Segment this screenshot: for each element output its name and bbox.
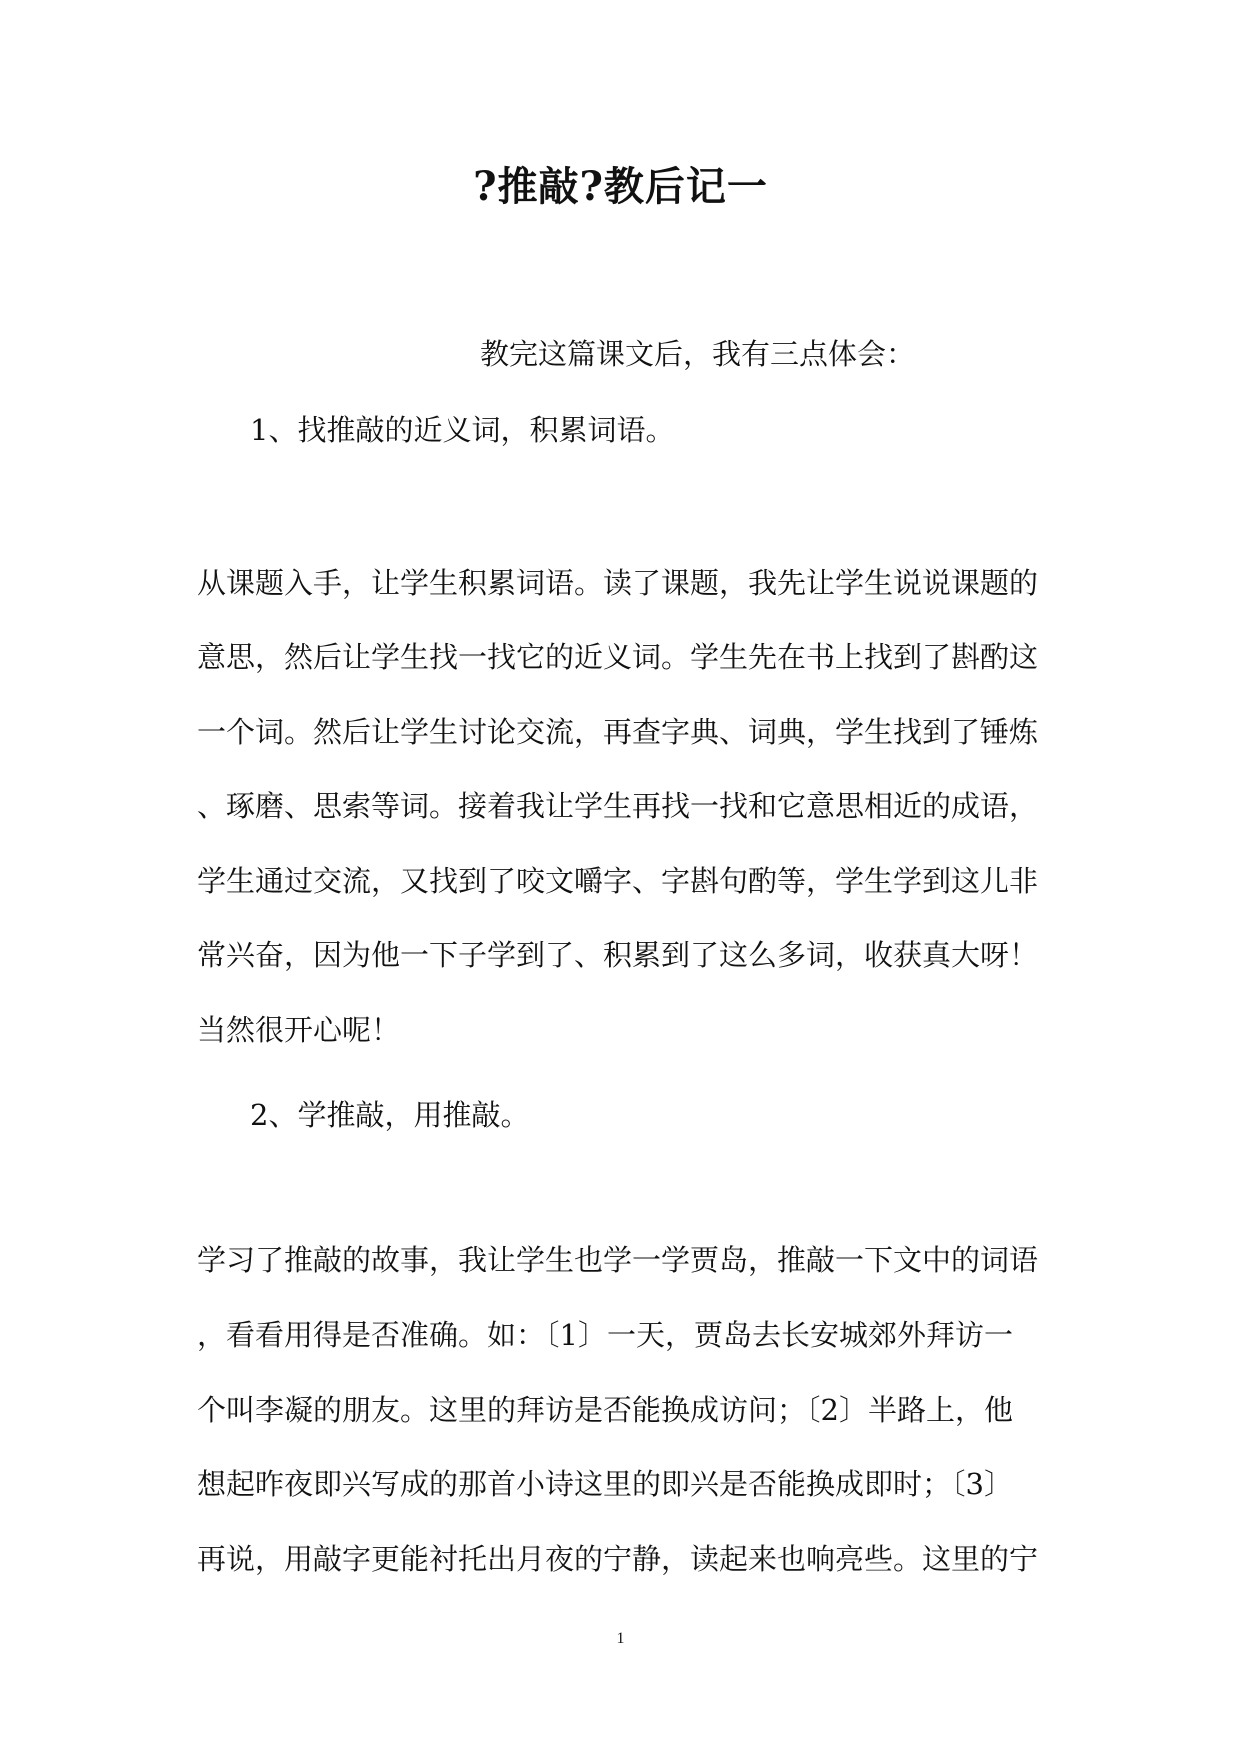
- paragraph-line: ，看看用得是否准确。如：〔1〕一天，贾岛去长安城郊外拜访一: [197, 1318, 1013, 1352]
- intro-text: 教完这篇课文后，我有三点体会：: [480, 337, 916, 371]
- paragraph-line: 意思，然后让学生找一找它的近义词。学生先在书上找到了斟酌这: [197, 640, 1039, 674]
- paragraph-line: 一个词。然后让学生讨论交流，再查字典、词典，学生找到了锤炼: [197, 715, 1039, 749]
- section-1-heading: 1、找推敲的近义词，积累词语。: [250, 413, 675, 447]
- paragraph-line: 常兴奋，因为他一下子学到了、积累到了这么多词，收获真大呀！: [197, 938, 1039, 972]
- document-title: ?推敲?教后记一: [473, 163, 768, 210]
- section-2-heading: 2、学推敲，用推敲。: [250, 1098, 530, 1132]
- paragraph-line: 、琢磨、思索等词。接着我让学生再找一找和它意思相近的成语，: [197, 789, 1039, 823]
- paragraph-line: 学习了推敲的故事，我让学生也学一学贾岛，推敲一下文中的词语: [197, 1243, 1039, 1277]
- paragraph-line: 当然很开心呢！: [197, 1013, 401, 1047]
- paragraph-line: 再说，用敲字更能衬托出月夜的宁静，读起来也响亮些。这里的宁: [197, 1542, 1039, 1576]
- page-number: 1: [616, 1630, 625, 1647]
- paragraph-line: 学生通过交流，又找到了咬文嚼字、字斟句酌等，学生学到这儿非: [197, 864, 1039, 898]
- paragraph-line: 个叫李凝的朋友。这里的拜访是否能换成访问；〔2〕半路上，他: [197, 1393, 1013, 1427]
- paragraph-line: 从课题入手，让学生积累词语。读了课题，我先让学生说说课题的: [197, 566, 1039, 600]
- paragraph-line: 想起昨夜即兴写成的那首小诗这里的即兴是否能换成即时；〔3〕: [197, 1467, 1013, 1501]
